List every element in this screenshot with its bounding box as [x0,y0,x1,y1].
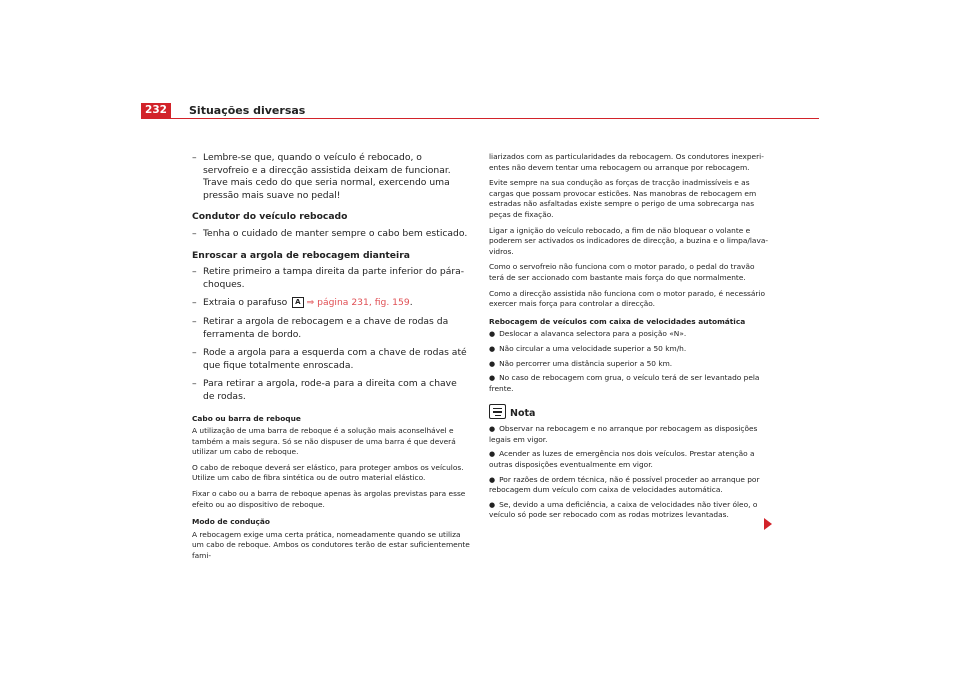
cable-paragraph-2: O cabo de reboque deverá ser elástico, para proteger ambos os veículos. Utilize um cabo de fibra sintética ou de outro material elástico. [192,462,464,483]
figure-callout-a: A [292,297,303,308]
note-bullet-3: ● Por razões de ordem técnica, não é possível proceder ao arranque por rebocagem dum veículo com caixa de velocidades automática. [489,474,760,495]
right-paragraph-1: liarizados com as particularidades da rebocagem. Os condutores inexperi-entes não devem tentar uma rebocagem ou arranque por rebocagem. [489,152,764,172]
mode-paragraph-1: A rebocagem exige uma certa prática, nomeadamente quando se utiliza um cabo de reboque. Ambos os condutores terão de estar suficientemente fami- [192,529,470,561]
screw-step-3: – Retirar a argola de rebocagem e a chave de rodas da ferramenta de bordo. [192,315,449,340]
right-paragraph-5: Como a direcção assistida não funciona com o motor parado, é necessário exercer mais força para controlar a direcção. [489,288,766,309]
automatic-bullet-3: ● Não percorrer uma distância superior a 50 km. [489,358,673,368]
right-column [489,152,771,525]
section-title: Situações diversas [189,104,306,117]
note-bullet-2: ● Acender as luzes de emergência nos dois veículos. Prestar atenção a outras disposições eventualmente em vigor. [489,449,755,470]
screw-step-5: – Para retirar a argola, rode-a para a direita com a chave de rodas. [192,378,457,402]
left-column [192,152,470,567]
intro-item: – Lembre-se que, quando o veículo é rebocado, o servofreio e a direcção assistida deixam de funcionar. Trave mais cedo do que seria normal, exercendo uma pressão mais suave no pedal! [192,152,451,201]
cable-paragraph-1: A utilização de uma barra de reboque é a solução mais aconselhável e também a mais segura. Só se não dispuser de uma barra é que deverá utilizar um cabo de reboque. [192,426,456,457]
right-paragraph-4: Como o servofreio não funciona com o motor parado, o pedal do travão terá de ser accionado com bastante mais força do que normalmente. [489,262,755,282]
automatic-bullet-2: ● Não circular a uma velocidade superior a 50 km/h. [489,343,687,353]
note-title: Nota [510,407,536,419]
driver-heading: Condutor do veículo rebocado [192,211,348,223]
automatic-gearbox-heading: Rebocagem de veículos com caixa de velocidades automática [489,316,746,326]
note-icon [489,404,506,419]
right-paragraph-2: Evite sempre na sua condução as forças de tracção inadmissíveis e as cargas que possam provocar esticões. Nas manobras de rebocagem em estradas não asfaltadas existe sempre o perigo de uma sobrecarga nas peças de fixação. [489,178,757,219]
note-bullet-4: ● Se, devido a uma deficiência, a caixa de velocidades não tiver óleo, o veículo só pode ser rebocado com as rodas motrizes levantadas. [489,499,758,520]
next-page-arrow-icon[interactable] [764,518,772,530]
header-rule [141,118,819,119]
cable-paragraph-3: Fixar o cabo ou a barra de reboque apenas às argolas previstas para esse efeito ou ao dispositivo de reboque. [192,489,466,509]
note-bullet-1: ● Observar na rebocagem e no arranque por rebocagem as disposições legais em vigor. [489,424,758,444]
screw-step-2: – Extraia o parafuso A ⇒ página 231, fig. 159. [192,297,413,309]
right-paragraph-3: Ligar a ignição do veículo rebocado, a fim de não bloquear o volante e poderem ser activados os indicadores de direcção, a buzina e o limpa/lava-vidros. [489,225,769,256]
screw-step-1: – Retire primeiro a tampa direita da parte inferior do pára-choques. [192,266,465,290]
automatic-bullet-1: ● Deslocar a alavanca selectora para a posição «N». [489,329,687,339]
driver-item: – Tenha o cuidado de manter sempre o cabo bem esticado. [192,227,468,239]
cable-heading: Cabo ou barra de reboque [192,413,301,423]
page-reference-link[interactable]: ⇒ página 231, fig. 159 [306,297,410,309]
note-header [489,404,771,419]
automatic-bullet-4: ● No caso de rebocagem com grua, o veículo terá de ser levantado pela frente. [489,373,760,393]
mode-heading: Modo de condução [192,517,270,527]
page-number: 232 [141,103,171,118]
screw-heading: Enroscar a argola de rebocagem dianteira [192,249,410,261]
screw-step-4: – Rode a argola para a esquerda com a chave de rodas até que fique totalmente enroscada. [192,347,467,371]
